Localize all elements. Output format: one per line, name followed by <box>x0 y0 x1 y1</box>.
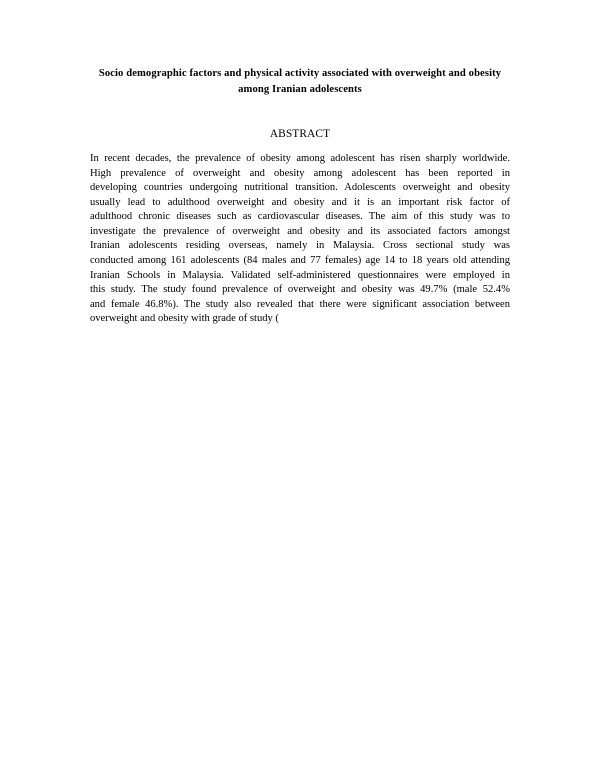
abstract-line: In recent decades, the prevalence of obesity among adolescent has risen sharply worldwide. <box>90 153 510 164</box>
abstract-line: High prevalence of overweight and obesity among adolescent has been reported in <box>90 167 510 179</box>
abstract-line: this study. The study found prevalence of overweight and obesity was 49.7% (male 52.4% <box>90 284 510 296</box>
abstract-line: Iranian Schools in Malaysia. Validated self-administered questionnaires were employed in <box>90 269 510 281</box>
abstract-line: developing countries undergoing nutritional transition. Adolescents overweight and obesity <box>90 182 510 194</box>
abstract-line: and female 46.8%). The study also revealed that there were significant association between <box>90 298 510 310</box>
abstract-line: overweight and obesity with grade of study ( <box>90 313 279 325</box>
abstract-line: Iranian adolescents residing overseas, namely in Malaysia. Cross sectional study was <box>90 240 510 252</box>
abstract-paragraph <box>90 152 510 327</box>
paper-title-line: among Iranian adolescents <box>238 84 362 95</box>
abstract-line: investigate the prevalence of overweight and obesity and its associated factors amongst <box>90 225 510 237</box>
paper-title-line: Socio demographic factors and physical activity associated with overweight and obesity <box>98 68 502 79</box>
abstract-line: conducted among 161 adolescents (84 males and 77 females) age 14 to 18 years old attending <box>90 255 510 267</box>
abstract-heading: ABSTRACT <box>269 128 331 140</box>
abstract-line: usually lead to adulthood overweight and obesity and it is an important risk factor of <box>90 196 510 208</box>
abstract-line: adulthood chronic diseases such as cardiovascular diseases. The aim of this study was to <box>90 211 510 223</box>
paper-title <box>60 66 540 98</box>
